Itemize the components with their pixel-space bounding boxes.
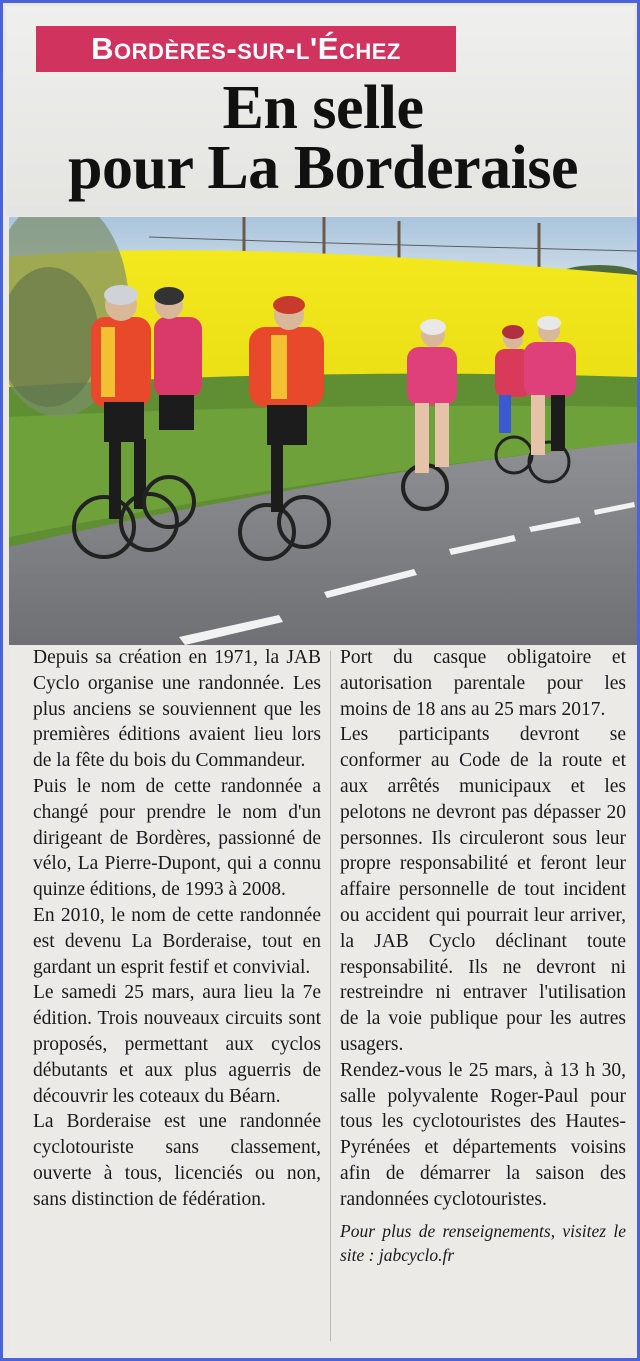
paragraph-3: En 2010, le nom de cette randonnée est devenu La Borderaise, tout en gardant un esprit festif et convivial. bbox=[33, 904, 321, 978]
column-divider bbox=[330, 651, 331, 1341]
headline-line-1: En selle bbox=[222, 74, 424, 142]
headline-line-2: pour La Borderaise bbox=[68, 134, 578, 202]
article-body bbox=[9, 645, 637, 1355]
credits: Pour plus de renseignements, visitez le site : jabcyclo.fr bbox=[340, 1220, 626, 1265]
paragraph-2: Puis le nom de cette randonnée a changé pour prendre le nom d'un dirigeant de Bordères, passionné de vélo, La Pierre-Dupont, qui a connu quinze éditions, de 1993 à 2008. bbox=[33, 775, 321, 901]
paragraph-8: Rendez-vous le 25 mars, à 13 h 30, salle polyvalente Roger-Paul pour tous les cyclotouristes des Hautes-Pyrénées et départements voisins afin de démarrer la saison des randonnées cyclotouristes. bbox=[340, 1059, 626, 1210]
paragraph-6: Port du casque obligatoire et autorisation parentale pour les moins de 18 ans au 25 mars 2017. bbox=[340, 647, 626, 720]
article-header bbox=[6, 6, 634, 216]
paragraph-7: Les participants devront se conformer au Code de la route et aux arrêtés municipaux et les pelotons ne devront pas dépasser 20 personnes. Ils circuleront sous leur propre responsabilité et feront leur affaire personnelle de tout incident ou accident qui pourrait leur arriver, la JAB Cyclo déclinant toute responsabilité. Ils ne devront ni restreindre ni entraver l'utilisation de la voie publique pour les autres usagers. bbox=[340, 724, 626, 1055]
paragraph-4: Le samedi 25 mars, aura lieu la 7e édition. Trois nouveaux circuits sont proposés, permettant aux cyclos débutants et aux plus aguerris de découvrir les coteaux du Béarn. bbox=[33, 982, 321, 1107]
left-column bbox=[33, 645, 321, 1213]
right-column bbox=[340, 645, 626, 1267]
paragraph-5: La Borderaise est une randonnée cyclotouriste sans classement, ouverte à tous, licenciés ou non, sans distinction de fédération. bbox=[33, 1111, 321, 1210]
cyclists-photo bbox=[9, 217, 637, 645]
paragraph-1: Depuis sa création en 1971, la JAB Cyclo organise une randonnée. Les plus anciens se souviennent que les premières éditions avaient lieu lors de la fête du bois du Commandeur. bbox=[33, 647, 321, 772]
kicker-banner: Bordères-sur-l'Échez bbox=[36, 26, 456, 72]
photo-illustration bbox=[9, 217, 637, 645]
headline bbox=[6, 74, 640, 202]
